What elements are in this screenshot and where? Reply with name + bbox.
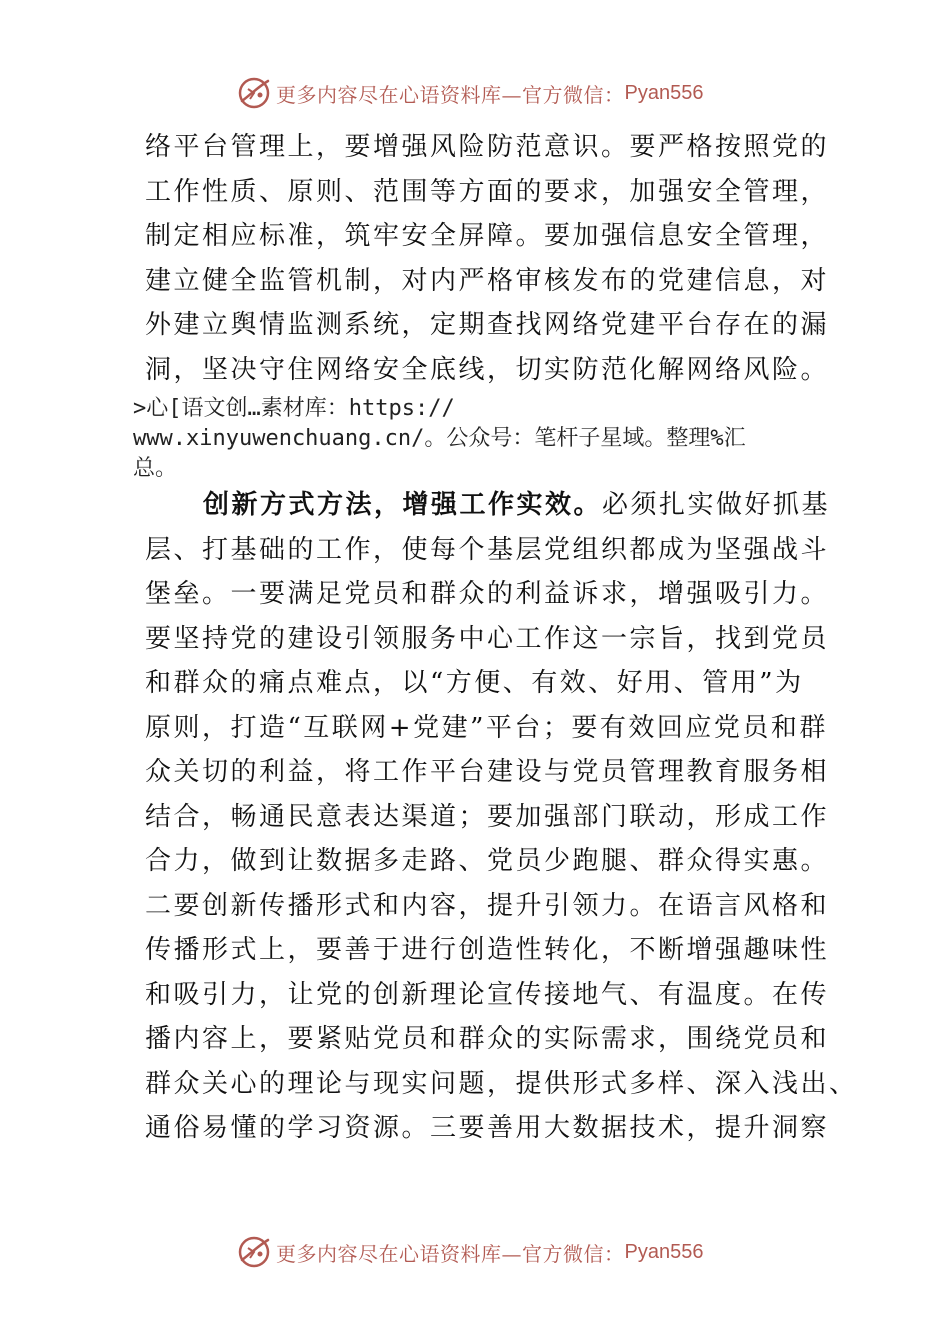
note-line: www.xinyuwenchuang.cn/。公众号：笔杆子星域。整理%汇 xyxy=(133,426,746,451)
note-line: 总。 xyxy=(133,456,178,481)
text-line: 工作性质、原则、范围等方面的要求，加强安全管理， xyxy=(145,176,830,207)
watermark-text: 更多内容尽在心语资料库—官方微信： xyxy=(276,1241,625,1266)
text-line: 络平台管理上，要增强风险防范意识。要严格按照党的 xyxy=(145,132,830,162)
text-line: 和群众的痛点难点，以“方便、有效、好用、管用”为 xyxy=(145,668,804,698)
paragraph-1 xyxy=(145,125,830,392)
watermark-wechat-id: Pyan556 xyxy=(624,1240,704,1263)
brand-logo-icon xyxy=(236,1234,272,1270)
first-line-rest: 必须扎实做好抓基 xyxy=(602,490,831,520)
text-line: 外建立舆情监测系统，定期查找网络党建平台存在的漏 xyxy=(145,310,830,340)
source-note xyxy=(133,394,833,484)
text-line: 和吸引力，让党的创新理论宣传接地气、有温度。在传 xyxy=(145,979,830,1010)
text-line: 洞，坚决守住网络安全底线，切实防范化解网络风险。 xyxy=(145,354,830,385)
text-line: 堡垒。一要满足党员和群众的利益诉求，增强吸引力。 xyxy=(145,579,830,609)
header-watermark xyxy=(236,73,703,113)
text-line-first xyxy=(145,483,831,528)
text-line: 播内容上，要紧贴党员和群众的实际需求，围绕党员和 xyxy=(145,1024,830,1054)
text-line: 合力，做到让数据多走路、党员少跑腿、群众得实惠。 xyxy=(145,846,830,876)
text-line: 原则，打造“互联网+党建”平台；要有效回应党员和群 xyxy=(145,712,828,743)
text-line: 传播形式上，要善于进行创造性转化，不断增强趣味性 xyxy=(145,935,830,965)
text-line: 要坚持党的建设引领服务中心工作这一宗旨，找到党员 xyxy=(145,623,830,654)
text-line: 群众关心的理论与现实问题，提供形式多样、深入浅出、 xyxy=(145,1068,858,1099)
text-line: 二要创新传播形式和内容，提升引领力。在语言风格和 xyxy=(145,890,830,921)
text-line: 通俗易懂的学习资源。三要善用大数据技术，提升洞察 xyxy=(145,1113,830,1143)
watermark-text: 更多内容尽在心语资料库—官方微信： xyxy=(276,82,625,107)
footer-watermark xyxy=(236,1232,703,1272)
paragraph-heading: 创新方式方法，增强工作实效。 xyxy=(203,490,603,520)
paragraph-2 xyxy=(145,483,858,1151)
text-line: 制定相应标准，筑牢安全屏障。要加强信息安全管理， xyxy=(145,221,830,251)
brand-logo-icon xyxy=(236,75,272,111)
text-line: 众关切的利益，将工作平台建设与党员管理教育服务相 xyxy=(145,757,830,787)
text-line: 层、打基础的工作，使每个基层党组织都成为坚强战斗 xyxy=(145,534,830,565)
text-line: 建立健全监管机制，对内严格审核发布的党建信息，对 xyxy=(145,265,830,296)
note-line: >心[语文创…素材库：https:// xyxy=(133,396,455,421)
watermark-wechat-id: Pyan556 xyxy=(624,81,704,104)
text-line: 结合，畅通民意表达渠道；要加强部门联动，形成工作 xyxy=(145,801,830,832)
